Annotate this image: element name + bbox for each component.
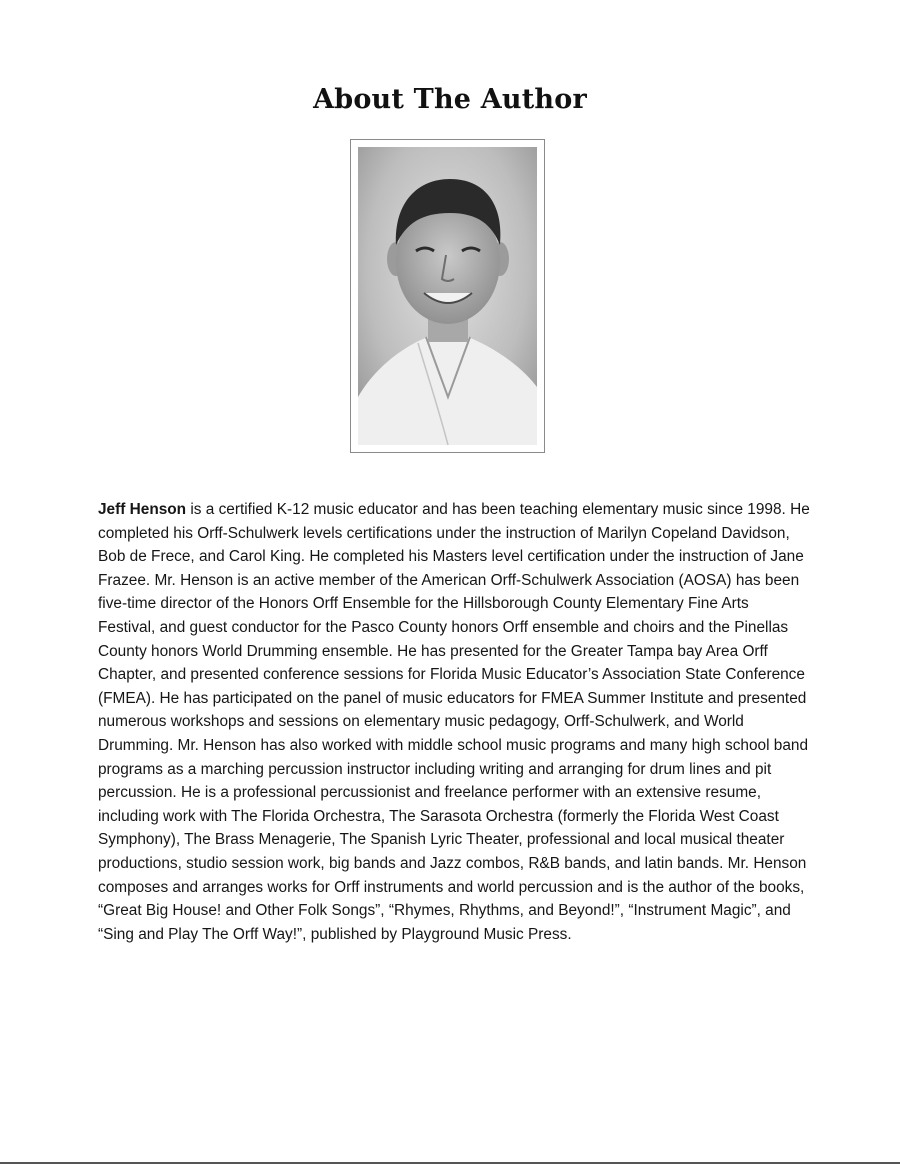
author-portrait-image [358, 147, 537, 445]
page-title: About The Author [313, 84, 587, 116]
author-bio [98, 498, 810, 946]
author-name: Jeff Henson [98, 501, 187, 518]
author-bio-text: is a certified K-12 music educator and has been teaching elementary music since 1998. He completed his Orff-Schulwerk levels certifications under the instruction of Marilyn Copeland Davidson, Bob de Frece, and Carol King. He completed his Masters level certification under the instruction of Jane Frazee. Mr. Henson is an active member of the American Orff-Schulwerk Association (AOSA) has been five-time director of the Honors Orff Ensemble for the Hillsborough County Elementary Fine Arts Festival, and guest conductor for the Pasco County honors Orff ensemble and choirs and the Pinellas County honors World Drumming ensemble. He has presented for the Greater Tampa bay Area Orff Chapter, and presented conference sessions for Florida Music Educator’s Association State Conference (FMEA). He has participated on the panel of music educators for FMEA Summer Institute and presented numerous workshops and sessions on elementary music pedagogy, Orff-Schulwerk, and World Drumming. Mr. Henson has also worked with middle school music programs and many high school band programs as a marching percussion instructor including writing and arranging for drum lines and pit percussion. He is a professional percussionist and freelance performer with an extensive resume, including work with The Florida Orchestra, The Sarasota Orchestra (formerly the Florida West Coast Symphony), The Brass Menagerie, The Spanish Lyric Theater, professional and local musical theater productions, studio session work, big bands and Jazz combos, R&B bands, and latin bands. Mr. Henson composes and arranges works for Orff instruments and world percussion and is the author of the books, “Great Big House! and Other Folk Songs”, “Rhymes, Rhythms, and Beyond!”, “Instrument Magic”, and “Sing and Play The Orff Way!”, published by Playground Music Press. [98, 501, 810, 943]
author-photo [350, 139, 545, 453]
